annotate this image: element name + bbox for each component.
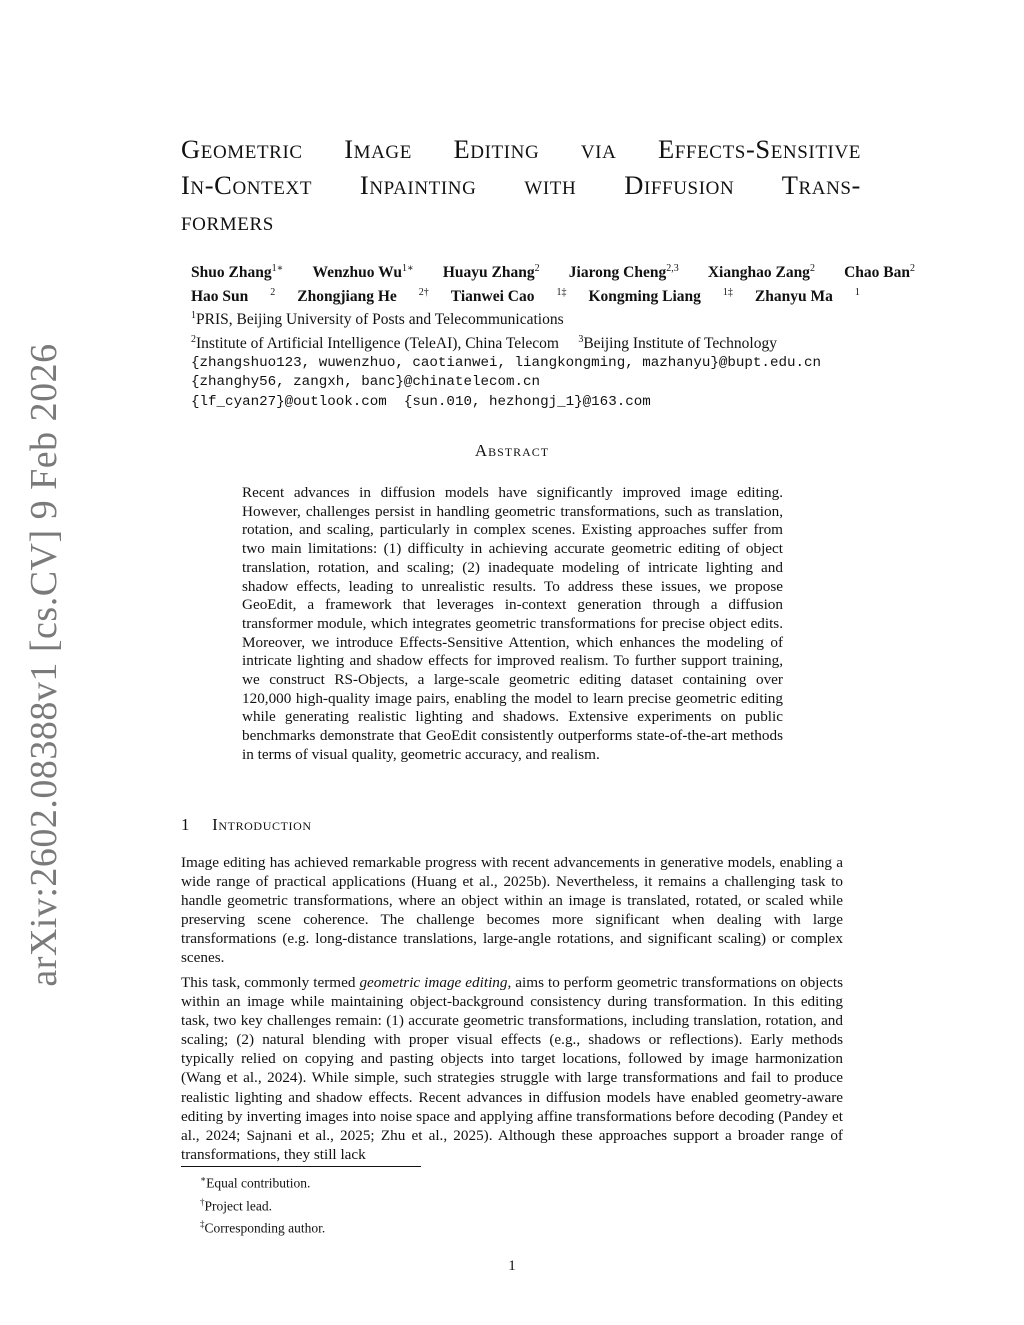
author-row-2 — [191, 283, 915, 307]
intro-paragraph-1: Image editing has achieved remarkable progress with recent advancements in generative models, enabling a wide range of practical applications (Huang et al., 2025b). Nevertheless, it remains a challenging task to handle geometric transformations, where an object within an image is translated, rotated, or scaled while preserving scene coherence. The challenge becomes more significant when dealing with large transformations (e.g. long-distance translations, large-angle rotations, and significant scaling) or complex scenes. — [181, 854, 843, 967]
footnote-corresponding-author: ‡Corresponding author. — [200, 1219, 326, 1236]
arxiv-identifier: arXiv:2602.08388v1 [cs.CV] 9 Feb 2026 — [23, 343, 65, 987]
abstract-text: Recent advances in diffusion models have significantly improved image editing. However, challenges persist in handling geometric transformations, such as translation, rotation, and scaling, particularly in complex scenes. Existing approaches suffer from two main limitations: (1) difficulty in achieving accurate geometric editing of object translation, rotation, and scaling; (2) inadequate modeling of intricate lighting and shadow effects, leading to unrealistic results. To address these issues, we propose GeoEdit, a framework that leverages in-context generation through a diffusion transformer module, which integrates geometric transformations for precise object edits. Moreover, we introduce Effects-Sensitive Attention, which enhances the modeling of intricate lighting and shadow effects for improved realism. To further support training, we construct RS-Objects, a large-scale geometric editing dataset containing over 120,000 high-quality image pairs, enabling the model to learn precise geometric editing while generating realistic lighting and shadows. Extensive experiments on public benchmarks demonstrate that GeoEdit consistently outperforms state-of-the-art methods in terms of visual quality, geometric accuracy, and realism. — [242, 484, 783, 763]
email-line-2: {zhanghy56, zangxh, banc}@chinatelecom.cn — [191, 374, 541, 391]
section-heading-introduction: 1 Introduction — [181, 815, 312, 834]
author: Chao Ban$^2$ — [844, 263, 915, 282]
email-line-3: {lf_cyan27}@outlook.com {sun.010, hezhongj_1}@163.com — [191, 393, 651, 410]
title-line-3: formers — [181, 206, 274, 236]
title-line-1: Geometric Image Editing via Effects-Sensitive — [181, 134, 861, 164]
footnote-equal-contribution: ∗Equal contribution. — [200, 1174, 311, 1191]
author: Tianwei Cao $^{1\ddagger}$ — [450, 286, 567, 305]
author: Kongming Liang $^{1\ddagger}$ — [588, 286, 733, 305]
footnote-project-lead: †Project lead. — [200, 1196, 272, 1213]
page-number: 1 — [508, 1258, 516, 1274]
author: Jiarong Cheng$^{2,3}$ — [568, 263, 679, 282]
email-line-1: {zhangshuo123, wuwenzhuo, caotianwei, liangkongming, mazhanyu}@bupt.edu.cn — [191, 354, 822, 371]
footnote-divider — [181, 1166, 421, 1167]
affiliation-1: $^1$PRIS, Beijing University of Posts and Telecommunications — [191, 310, 564, 329]
author: Hao Sun $^2$ — [191, 286, 276, 305]
intro-paragraph-2: This task, commonly termed geometric image editing, aims to perform geometric transformations on objects within an image while maintaining object-background consistency during transformation. In this editing task, two key challenges remain: (1) accurate geometric transformations, including translation, rotation, and scaling; (2) natural blending with proper visual effects (e.g., shadows or reflections). Early methods typically relied on copying and pasting objects into target locations, followed by image harmonization (Wang et al., 2024). While simple, such strategies struggle with large transformations and fail to produce realistic lighting and shadow effects. Recent advances in diffusion models have enabled geometry-aware editing by inverting images into noise space and applying affine transformations before decoding (Pandey et al., 2024; Sajnani et al., 2025; Zhu et al., 2025). Although these approaches support a broader range of transformations, they still lack — [181, 974, 844, 1163]
author: Xianghao Zang$^2$ — [707, 263, 815, 282]
author: Wenzhuo $Wu^{1∗}$ — [312, 263, 414, 282]
author-row-1 — [191, 259, 915, 283]
paper-title — [181, 131, 861, 239]
footnotes — [200, 1170, 325, 1238]
author: Zhanyu Ma $^1$ — [754, 286, 860, 305]
author: Huayu Zhang$^2$ — [442, 263, 540, 282]
abstract-heading: Abstract — [474, 441, 550, 460]
title-line-2: In-Context Inpainting with Diffusion Trans- — [181, 170, 861, 200]
author: Zhongjiang He $^{2\dagger}$ — [297, 286, 429, 305]
author: Shuo Zhang$^{1∗}$ — [191, 263, 284, 282]
affiliation-2-3: $^2$Institute of Artificial Intelligence (TeleAI), China Telecom $^3$Beijing Institute of Technology — [191, 333, 777, 353]
emphasis-term: geometric image editing — [359, 974, 508, 991]
author-block — [191, 259, 915, 412]
